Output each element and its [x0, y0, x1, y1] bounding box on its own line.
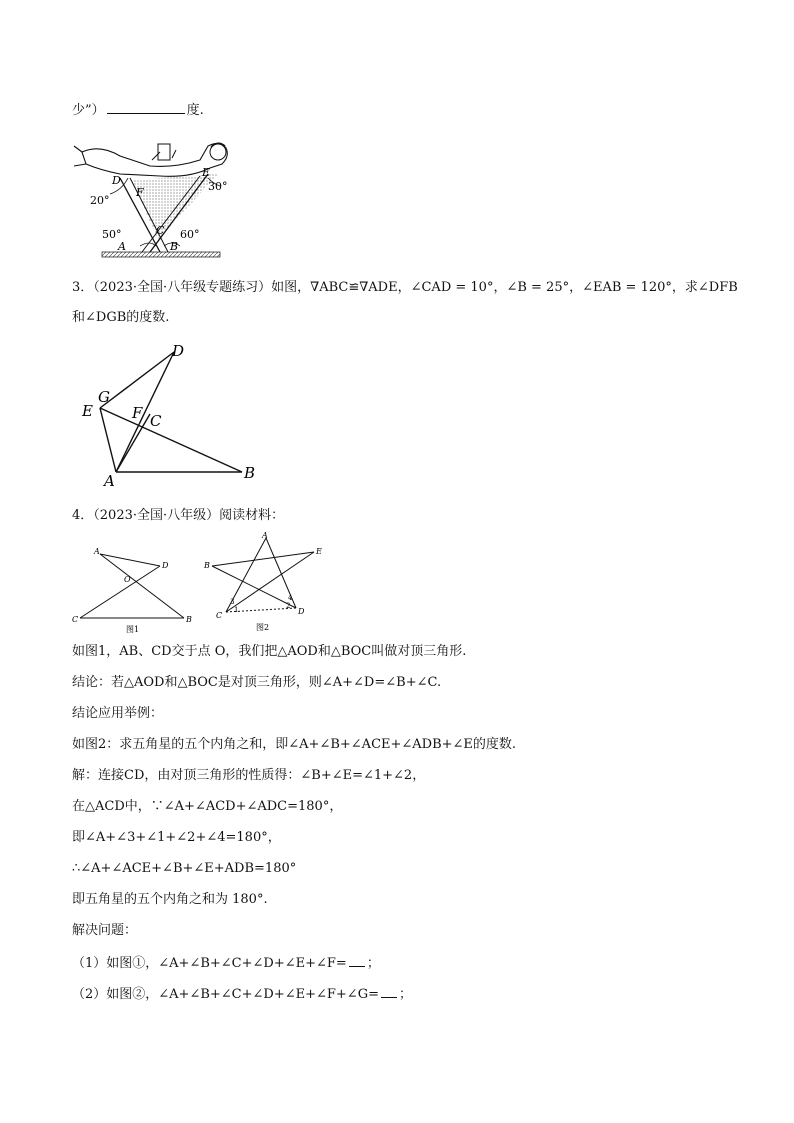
- angle-50: 50°: [102, 228, 122, 241]
- f1-caption: 图1: [126, 625, 140, 634]
- f2-num-4: 4: [288, 594, 293, 602]
- q4-sub-1: [72, 954, 380, 973]
- reclining-person-figure: [80, 138, 240, 258]
- q4-line-3: 如图2：求五角星的五个内角之和，即∠A+∠B+∠ACE+∠ADB+∠E的度数.: [72, 737, 517, 752]
- label-B: B: [170, 240, 179, 253]
- f1-label-A: A: [94, 547, 100, 556]
- f1-label-O: O: [124, 575, 131, 584]
- q4-figure-2: [200, 530, 330, 636]
- q4-line-9: 解决问题：: [72, 923, 138, 938]
- q4-line-5: 在△ACD中，∵∠A+∠ACD+∠ADC=180°，: [72, 799, 343, 814]
- q4-sub-2-text: （2）如图②，∠A+∠B+∠C+∠D+∠E+∠F+∠G=: [72, 987, 379, 1002]
- f2-label-C: C: [216, 611, 223, 620]
- label-F: F: [136, 186, 144, 199]
- q4-sub-2-blank[interactable]: [381, 985, 397, 998]
- q4-sub-2-suffix: ；: [398, 987, 412, 1002]
- angle-20: 20°: [90, 194, 110, 207]
- f2-label-A: A: [262, 531, 268, 540]
- q4-line-1: 结论：若△AOD和△BOC是对顶三角形，则∠A+∠D=∠B+∠C.: [72, 675, 442, 690]
- label-E: E: [202, 166, 211, 179]
- q4-figure-1: [72, 544, 202, 636]
- q3-label-E: E: [82, 402, 93, 420]
- q4-sub-1-suffix: ；: [366, 956, 380, 971]
- q3-triangle-figure: [78, 340, 268, 490]
- q4-sub-1-text: （1）如图①，∠A+∠B+∠C+∠D+∠E+∠F=: [72, 956, 347, 971]
- f1-label-D: D: [162, 561, 169, 570]
- q2-answer-blank[interactable]: [107, 101, 185, 114]
- q3-line-1: 3．（2023·全国·八年级专题练习）如图，∇ABC≌∇ADE，∠CAD = 10°，∠B = 25°，∠EAB = 120°，求∠DFB: [72, 280, 738, 295]
- q3-line-2: 和∠DGB的度数.: [72, 310, 170, 325]
- q4-line-2: 结论应用举例：: [72, 706, 164, 721]
- angle-60: 60°: [180, 228, 200, 241]
- q3-label-B: B: [244, 464, 256, 482]
- f2-label-B: B: [204, 561, 210, 570]
- f2-label-E: E: [316, 547, 322, 556]
- q3-label-A: A: [104, 472, 115, 490]
- q3-label-C: C: [150, 412, 162, 430]
- label-D: D: [112, 174, 121, 187]
- label-A: A: [118, 240, 126, 253]
- q4-line-6: 即∠A+∠3+∠1+∠2+∠4=180°，: [72, 830, 281, 845]
- label-C: C: [156, 224, 165, 237]
- q4-line-8: 即五角星的五个内角之和为 180°.: [72, 892, 268, 907]
- q3-label-G: G: [98, 388, 110, 406]
- q4-line-0: 如图1，AB、CD交于点 O，我们把△AOD和△BOC叫做对顶三角形.: [72, 644, 467, 659]
- f1-label-B: B: [186, 615, 192, 624]
- q4-sub-2: [72, 985, 412, 1004]
- f2-num-2: 2: [286, 602, 291, 610]
- q2-answer-line: [72, 101, 204, 120]
- q4-heading: 4．（2023·全国·八年级）阅读材料：: [72, 508, 285, 523]
- q2-prefix: 少”）: [72, 103, 105, 118]
- q4-line-7: ∴∠A+∠ACE+∠B+∠E+ADB=180°: [72, 861, 297, 876]
- f2-num-3: 3: [230, 598, 235, 606]
- q2-suffix: 度.: [186, 103, 204, 118]
- q4-line-4: 解：连接CD，由对顶三角形的性质得：∠B+∠E=∠1+∠2，: [72, 768, 426, 783]
- f2-caption: 图2: [256, 623, 270, 632]
- q3-label-D: D: [172, 342, 185, 360]
- f2-num-1: 1: [234, 606, 239, 614]
- f1-label-C: C: [72, 615, 79, 624]
- q3-label-F: F: [132, 404, 143, 422]
- angle-30: 30°: [208, 180, 228, 193]
- f2-label-D: D: [298, 607, 305, 616]
- q4-sub-1-blank[interactable]: [349, 954, 365, 967]
